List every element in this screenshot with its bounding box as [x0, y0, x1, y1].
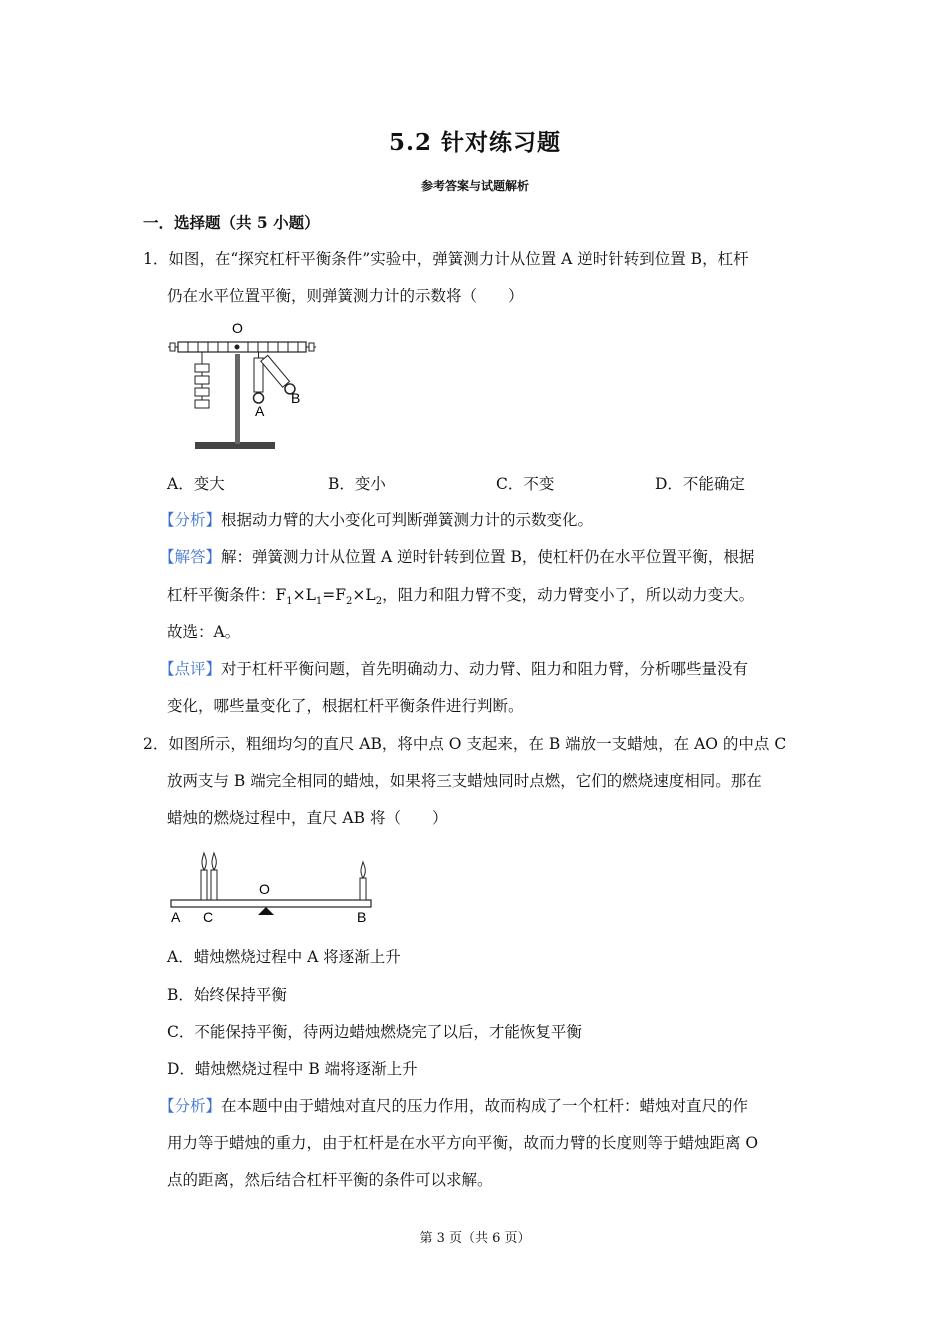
fulcrum	[258, 907, 274, 915]
spring-scale-b	[261, 355, 290, 387]
candle-c-2	[211, 870, 217, 900]
q1-answer-line-1: 【解答】解：弹簧测力计从位置 A 逆时针转到位置 B，使杠杆仍在水平位置平衡，根据	[159, 548, 755, 566]
flame-b	[361, 862, 365, 878]
q2-option-d[interactable]: D．蜡烛燃烧过程中 B 端将逐渐上升	[167, 1060, 418, 1078]
q2-option-a[interactable]: A．蜡烛燃烧过程中 A 将逐渐上升	[167, 948, 401, 966]
flame-c-2	[212, 853, 216, 870]
analysis-tag: 【分析】	[159, 511, 222, 529]
label-a-2: A	[171, 909, 181, 925]
q2-stem-line-1: 2．如图所示，粗细均匀的直尺 AB，将中点 O 支起来，在 B 端放一支蜡烛，在 AO 的中点 C	[143, 735, 787, 753]
q1-answer-line-2: 杠杆平衡条件：$F_1\times L_1=F_2\times L_2$，阻力和阻力臂不变，动力臂变小了，所以动力变大。	[167, 586, 755, 608]
q1-option-c[interactable]: C．不变	[496, 475, 555, 493]
label-o-2: O	[259, 881, 270, 897]
q1-stem-line-1: 1．如图，在“探究杠杆平衡条件”实验中，弹簧测力计从位置 A 逆时针转到位置 B，杠杆	[143, 250, 749, 268]
stand-pole	[235, 354, 240, 444]
lever-spring-scale-figure	[160, 318, 320, 458]
q1-analysis: 【分析】根据动力臂的大小变化可判断弹簧测力计的示数变化。	[159, 511, 594, 529]
q1-option-d[interactable]: D．不能确定	[655, 475, 745, 493]
q1-comment-line-2: 变化，哪些量变化了，根据杠杆平衡条件进行判断。	[167, 697, 524, 715]
page-footer: 第 3 页（共 6 页）	[419, 1231, 531, 1246]
q1-option-a[interactable]: A．变大	[167, 475, 225, 493]
q2-stem-line-3: 蜡烛的燃烧过程中，直尺 AB 将（ ）	[167, 809, 448, 827]
comment-tag: 【点评】	[159, 660, 222, 678]
balance-nut-right	[309, 343, 314, 351]
page-subtitle: 参考答案与试题解析	[420, 179, 529, 193]
q1-comment-line-1: 【点评】对于杠杆平衡问题，首先明确动力、动力臂、阻力和阻力臂，分析哪些量没有	[159, 660, 749, 678]
q2-analysis-line-2: 用力等于蜡烛的重力，由于杠杆是在水平方向平衡，故而力臂的长度则等于蜡烛距离 O	[167, 1134, 759, 1152]
ruler-candles-figure	[165, 848, 380, 928]
pivot-point	[235, 345, 240, 350]
candle-b	[360, 878, 366, 900]
flame-c-1	[202, 853, 206, 870]
label-o: O	[232, 320, 243, 336]
answer-tag: 【解答】	[159, 548, 222, 566]
candle-c-1	[201, 870, 207, 900]
q2-option-b[interactable]: B．始终保持平衡	[167, 986, 287, 1004]
balance-nut-left	[170, 343, 175, 351]
q1-stem-line-2: 仍在水平位置平衡，则弹簧测力计的示数将（ ）	[167, 287, 524, 305]
q1-answer-choice: 故选：A。	[167, 623, 241, 641]
label-c: C	[203, 909, 214, 925]
q2-stem-line-2: 放两支与 B 端完全相同的蜡烛，如果将三支蜡烛同时点燃，它们的燃烧速度相同。那在	[167, 772, 762, 790]
analysis-tag-2: 【分析】	[159, 1097, 222, 1115]
spring-scale-a	[254, 358, 263, 392]
page-title: 5.2 针对练习题	[388, 129, 562, 156]
lever-bar	[178, 342, 306, 352]
q2-analysis-line-3: 点的距离，然后结合杠杆平衡的条件可以求解。	[167, 1171, 493, 1189]
q2-option-c[interactable]: C．不能保持平衡，待两边蜡烛燃烧完了以后，才能恢复平衡	[167, 1023, 582, 1041]
section-heading: 一．选择题（共 5 小题）	[143, 213, 320, 232]
ruler-ab	[171, 900, 371, 907]
label-b-2: B	[357, 909, 367, 925]
q1-option-b[interactable]: B．变小	[328, 475, 386, 493]
label-b: B	[291, 390, 301, 406]
label-a: A	[255, 403, 265, 419]
q2-analysis-line-1: 【分析】在本题中由于蜡烛对直尺的压力作用，故而构成了一个杠杆：蜡烛对直尺的作	[159, 1097, 749, 1115]
